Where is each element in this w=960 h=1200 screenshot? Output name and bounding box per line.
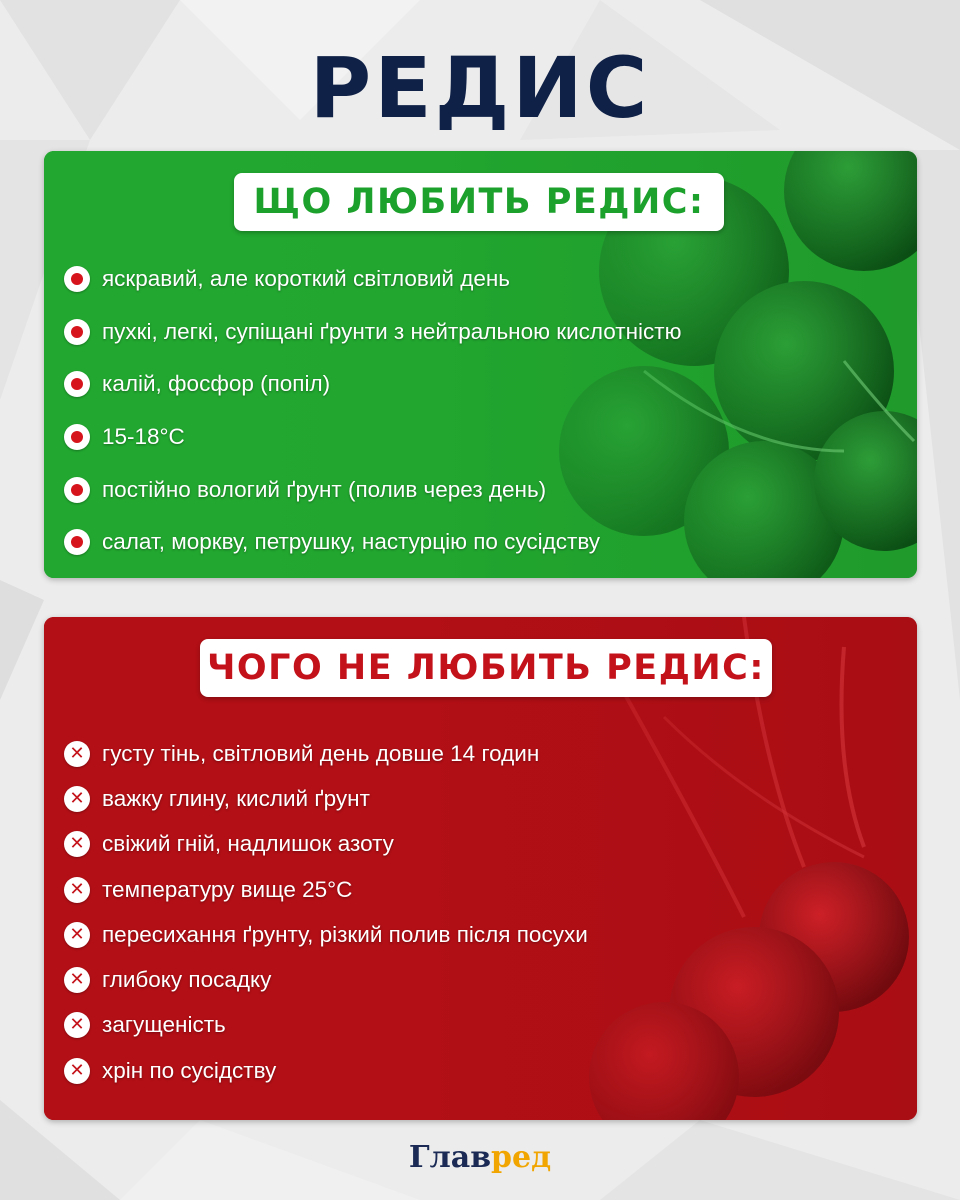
list-item — [64, 516, 681, 569]
list-item — [64, 306, 681, 359]
list-item — [64, 1048, 588, 1093]
item-text: салат, моркву, петрушку, настурцію по сусідству — [102, 529, 601, 555]
x-icon: ✕ — [64, 741, 90, 767]
item-text: пухкі, легкі, супіщані ґрунти з нейтральною кислотністю — [102, 318, 682, 344]
likes-panel — [44, 151, 917, 578]
x-icon: ✕ — [64, 1058, 90, 1084]
item-text: калій, фосфор (попіл) — [102, 371, 331, 397]
list-item — [64, 463, 681, 516]
dot-icon — [64, 529, 90, 555]
list-item — [64, 253, 681, 306]
list-item — [64, 912, 588, 957]
item-text: пересихання ґрунту, різкий полив після посухи — [102, 921, 588, 947]
x-icon: ✕ — [64, 1012, 90, 1038]
logo-part1: Глав — [408, 1140, 492, 1175]
dot-icon — [64, 266, 90, 292]
list-item — [64, 957, 588, 1002]
item-text: важку глину, кислий ґрунт — [102, 785, 370, 811]
item-text: свіжий гній, надлишок азоту — [102, 831, 394, 857]
brand-logo — [0, 1138, 960, 1178]
x-icon: ✕ — [64, 786, 90, 812]
dot-icon — [64, 371, 90, 397]
list-item — [64, 867, 588, 912]
item-text: хрін по сусідству — [102, 1057, 277, 1083]
dot-icon — [64, 477, 90, 503]
item-text: яскравий, але короткий світловий день — [102, 266, 511, 292]
list-item — [64, 358, 681, 411]
likes-heading: ЩО ЛЮБИТЬ РЕДИС: — [234, 173, 724, 231]
list-item — [64, 731, 588, 776]
logo-part2: ред — [491, 1140, 552, 1175]
dot-icon — [64, 319, 90, 345]
dislikes-panel — [44, 617, 917, 1120]
list-item — [64, 776, 588, 821]
item-text: 15-18°С — [102, 424, 185, 450]
x-icon: ✕ — [64, 922, 90, 948]
item-text: температуру вище 25°С — [102, 876, 353, 902]
item-text: глибоку посадку — [102, 967, 272, 993]
page-title: РЕДИС — [309, 39, 651, 137]
likes-list — [64, 253, 681, 569]
list-item — [64, 1003, 588, 1048]
dislikes-heading: ЧОГО НЕ ЛЮБИТЬ РЕДИС: — [200, 639, 772, 697]
x-icon: ✕ — [64, 877, 90, 903]
item-text: загущеність — [102, 1012, 226, 1038]
list-item — [64, 411, 681, 464]
item-text: постійно вологий ґрунт (полив через день) — [102, 476, 547, 502]
item-text: густу тінь, світловий день довше 14 годин — [102, 740, 540, 766]
dislikes-list — [64, 731, 588, 1093]
list-item — [64, 822, 588, 867]
dot-icon — [64, 424, 90, 450]
x-icon: ✕ — [64, 831, 90, 857]
x-icon: ✕ — [64, 967, 90, 993]
